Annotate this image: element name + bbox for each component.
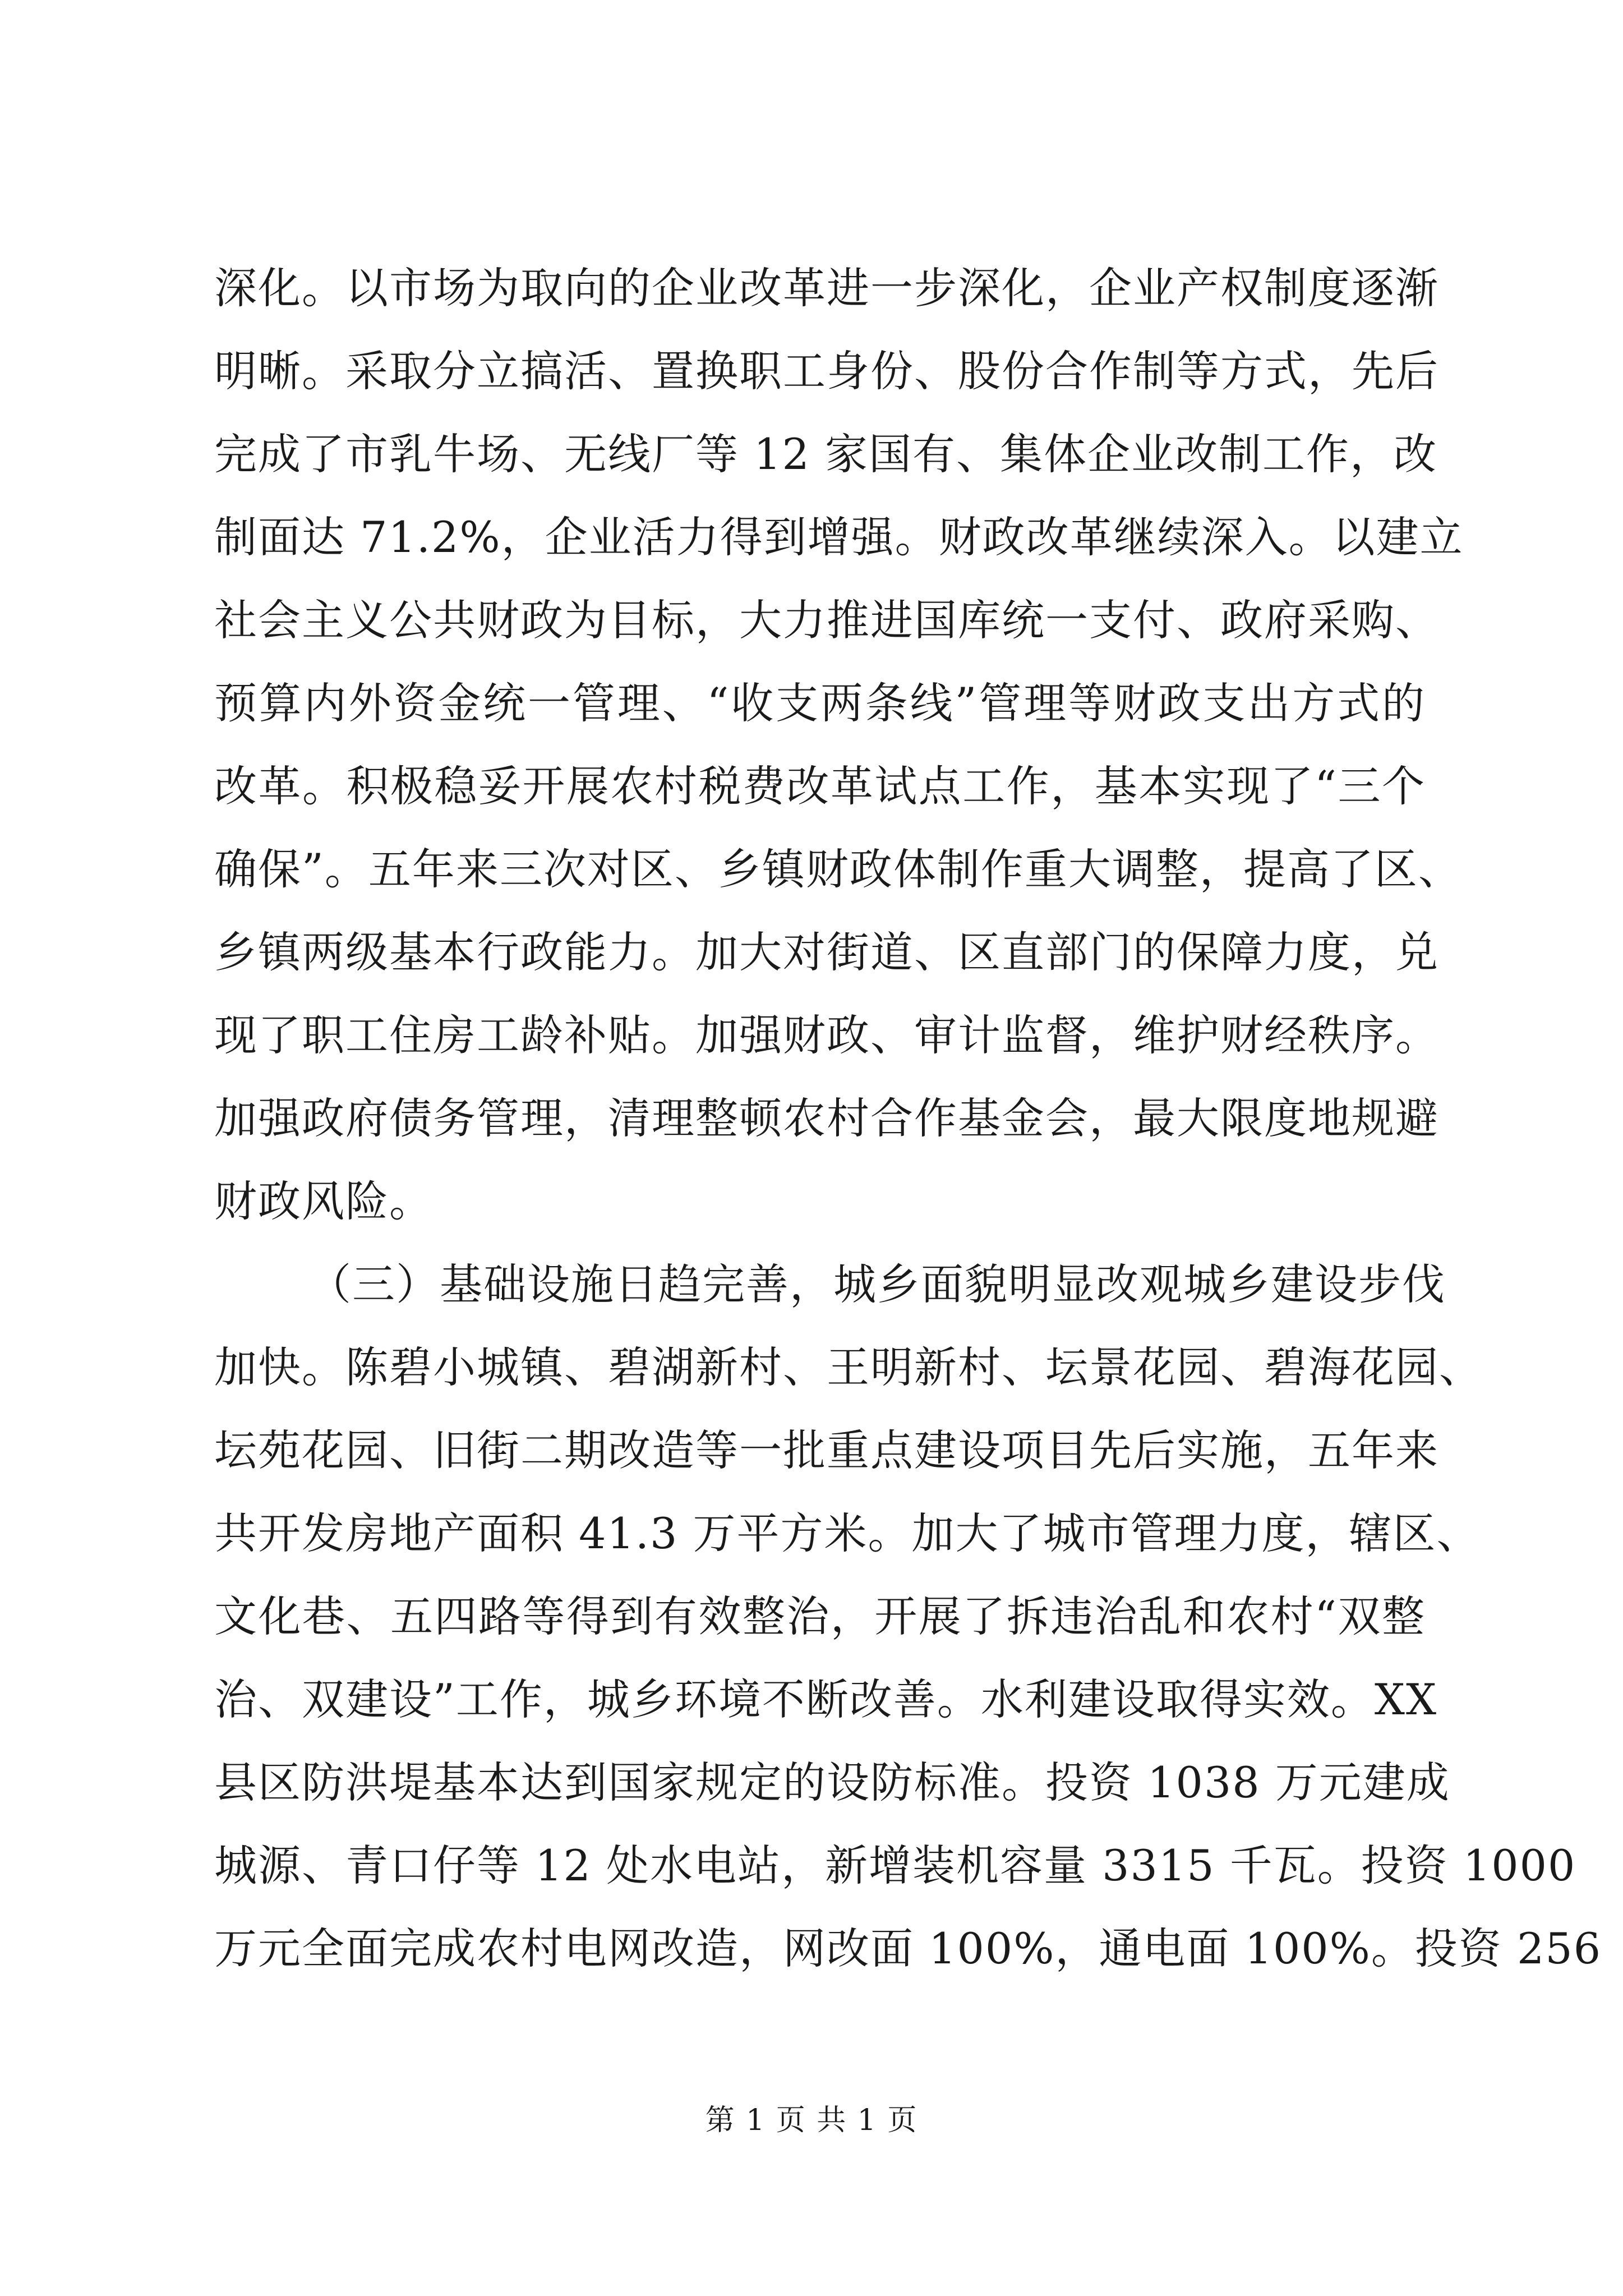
text-line: 制面达 71.2%，企业活力得到增强。财政改革继续深入。以建立 xyxy=(214,512,1464,562)
text-line: 加快。陈碧小城镇、碧湖新村、王明新村、坛景花园、碧海花园、 xyxy=(214,1342,1483,1392)
text-line: 城源、青口仔等 12 处水电站，新增装机容量 3315 千瓦。投资 1000 xyxy=(214,1841,1576,1890)
text-line: 治、双建设”工作，城乡环境不断改善。水利建设取得实效。XX xyxy=(214,1674,1438,1724)
document-body xyxy=(214,247,1602,1990)
text-line: 确保”。五年来三次对区、乡镇财政体制作重大调整，提高了区、 xyxy=(214,844,1462,894)
text-line: 财政风险。 xyxy=(214,1176,433,1226)
text-line: 深化。以市场为取向的企业改革进一步深化，企业产权制度逐渐 xyxy=(214,263,1439,313)
text-line: 万元全面完成农村电网改造，网改面 100%，通电面 100%。投资 256 xyxy=(214,1924,1602,1973)
paragraph xyxy=(214,247,1464,1243)
text-line: 坛苑花园、旧街二期改造等一批重点建设项目先后实施，五年来 xyxy=(214,1425,1439,1475)
text-line: 文化巷、五四路等得到有效整治，开展了拆违治乱和农村“双整 xyxy=(214,1591,1426,1641)
text-line: 明晰。采取分立搞活、置换职工身份、股份合作制等方式，先后 xyxy=(214,346,1439,396)
text-line: 预算内外资金统一管理、“收支两条线”管理等财政支出方式的 xyxy=(214,678,1426,728)
text-line: 改革。积极稳妥开展农村税费改革试点工作，基本实现了“三个 xyxy=(214,761,1426,811)
page-number: 第 1 页 共 1 页 xyxy=(705,2104,918,2137)
text-line: 乡镇两级基本行政能力。加大对街道、区直部门的保障力度，兑 xyxy=(214,927,1439,977)
page-footer xyxy=(0,2101,1623,2140)
text-line: 社会主义公共财政为目标，大力推进国库统一支付、政府采购、 xyxy=(214,595,1439,645)
text-line: 完成了市乳牛场、无线厂等 12 家国有、集体企业改制工作，改 xyxy=(214,429,1438,479)
text-line: 县区防洪堤基本达到国家规定的设防标准。投资 1038 万元建成 xyxy=(214,1757,1450,1807)
section-heading-line: （三）基础设施日趋完善，城乡面貌明显改观城乡建设步伐 xyxy=(308,1259,1446,1309)
text-line: 共开发房地产面积 41.3 万平方米。加大了城市管理力度，辖区、 xyxy=(214,1508,1481,1558)
text-line: 加强政府债务管理，清理整顿农村合作基金会，最大限度地规避 xyxy=(214,1093,1439,1143)
text-line: 现了职工住房工龄补贴。加强财政、审计监督，维护财经秩序。 xyxy=(214,1010,1439,1060)
paragraph xyxy=(214,1243,1602,1990)
